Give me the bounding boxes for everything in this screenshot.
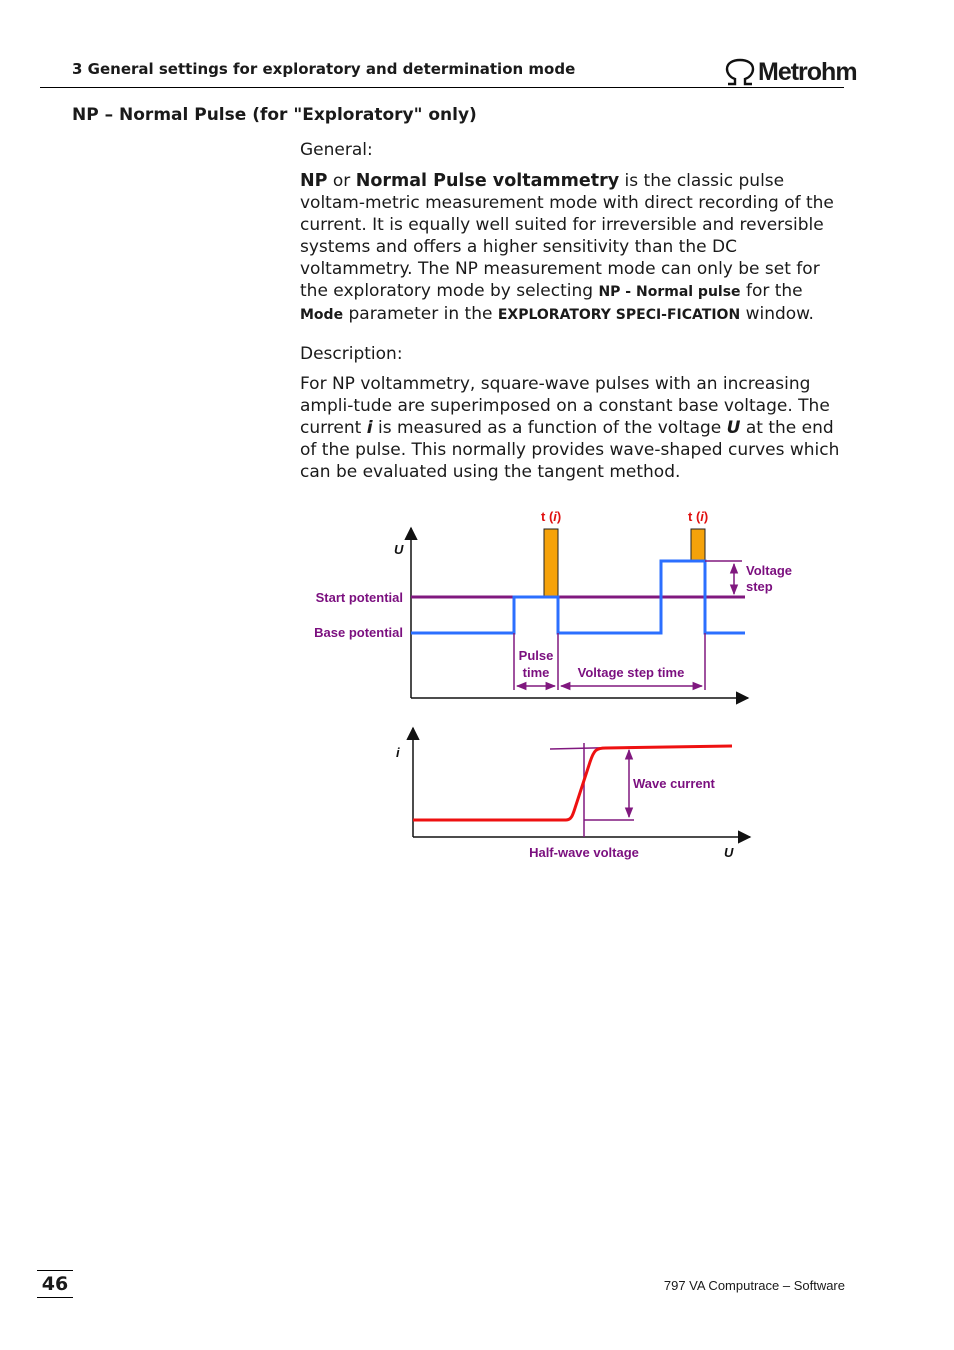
half-wave-voltage-label: Half-wave voltage: [529, 845, 639, 860]
omega-icon: [724, 59, 756, 87]
logo-text: Metrohm: [758, 58, 857, 86]
bottom-x-axis-label: U: [724, 845, 734, 860]
base-potential-label: Base potential: [314, 625, 403, 640]
header-divider: [40, 87, 844, 88]
page-number: 46: [37, 1270, 73, 1298]
voltage-step-time-label: Voltage step time: [577, 665, 685, 680]
description-label: Description:: [300, 344, 403, 364]
metrohm-logo: [724, 58, 857, 87]
general-text-1: is the classic pulse voltam-metric measurement mode with direct recording of the current. It is equally well suited for irreversible and reversible systems and offers a higher sensitivity than the DC voltammetry. The NP measurement mode can only be set for the exploratory mode by selecting: [300, 171, 834, 301]
footer-product-name: 797 VA Computrace – Software: [663, 1278, 845, 1293]
general-text-2: for the: [740, 281, 803, 301]
bottom-y-axis-label: i: [396, 745, 400, 760]
voltage-symbol: U: [726, 418, 741, 438]
t-label-1: t (i): [541, 509, 562, 524]
voltage-step-label-2: step: [746, 579, 773, 594]
np-full-name: Normal Pulse voltammetry: [355, 171, 620, 191]
or-word: or: [327, 171, 356, 191]
window-name: EXPLORATORY SPECI-FICATION: [497, 307, 741, 323]
general-text-3: parameter in the: [343, 304, 498, 324]
chapter-header: 3 General settings for exploratory and determination mode: [72, 60, 576, 78]
t-label-2: t (i): [688, 509, 709, 524]
mode-option-value: NP - Normal pulse: [598, 284, 741, 300]
normal-pulse-diagram: [290, 500, 792, 870]
general-text-4: window.: [740, 304, 814, 324]
measurement-bar-1: [544, 529, 558, 597]
general-label: General:: [300, 140, 373, 160]
description-paragraph: [300, 373, 848, 483]
description-text-1: For NP voltammetry, square-wave pulses with an increasing ampli-tude are superimposed on a constant base voltage. The current: [300, 374, 830, 438]
pulse-time-label-2: time: [522, 665, 550, 680]
section-title: NP – Normal Pulse (for "Exploratory" only): [72, 105, 477, 125]
current-symbol: i: [366, 418, 373, 438]
wave-current-label: Wave current: [633, 776, 715, 791]
np-abbreviation: NP: [300, 171, 328, 191]
top-y-axis-label: U: [394, 542, 404, 557]
start-potential-label: Start potential: [315, 590, 403, 605]
parameter-name: Mode: [300, 307, 344, 323]
voltage-step-label-1: Voltage: [746, 563, 792, 578]
description-text-2: is measured as a function of the voltage: [372, 418, 727, 438]
general-paragraph: [300, 170, 848, 326]
pulse-time-label-1: Pulse: [518, 648, 554, 663]
measurement-bar-2: [691, 529, 705, 561]
description-text-3: at the end of the pulse. This normally provides wave-shaped curves which can be evaluated using the tangent method.: [300, 418, 840, 482]
